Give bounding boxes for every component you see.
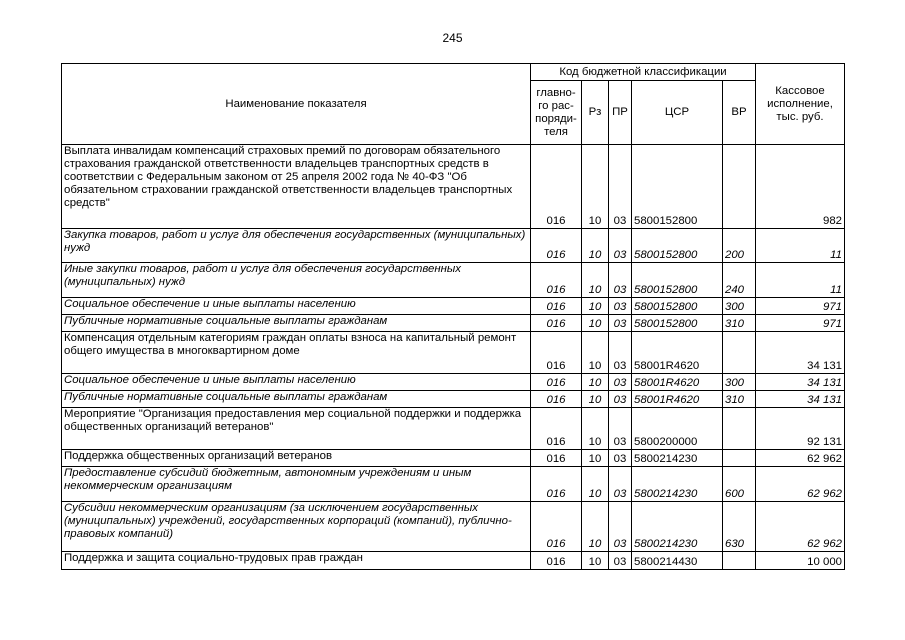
row-vr-code: 600 — [723, 467, 756, 502]
header-budget-classification: Код бюджетной классификации — [531, 64, 756, 81]
row-csr-code: 5800214230 — [632, 450, 723, 467]
table-body — [62, 145, 845, 570]
row-pr-code: 03 — [609, 502, 632, 552]
row-amount: 62 962 — [756, 467, 845, 502]
row-pr-code: 03 — [609, 467, 632, 502]
row-pr-code: 03 — [609, 391, 632, 408]
row-vr-code: 200 — [723, 229, 756, 263]
header-pr: ПР — [609, 81, 632, 145]
row-csr-code: 5800152800 — [632, 298, 723, 315]
header-glav-line-2: го рас- — [538, 99, 574, 112]
row-vr-code: 310 — [723, 391, 756, 408]
table-row — [62, 391, 845, 408]
row-name: Выплата инвалидам компенсаций страховых премий по договорам обязательного страхования гражданской ответственности владельцев транспортных средств в соответствии с Федеральным законом от 25 апреля 2002 года № 40-ФЗ "Об обязательном страховании гражданской ответственности владельцев транспортных средств" — [62, 145, 531, 229]
header-vr: ВР — [723, 81, 756, 145]
row-pr-code: 03 — [609, 263, 632, 298]
row-rz-code: 10 — [582, 408, 609, 450]
row-csr-code: 5800152800 — [632, 229, 723, 263]
row-amount: 62 962 — [756, 502, 845, 552]
header-cash-execution — [756, 64, 845, 145]
row-vr-code: 630 — [723, 502, 756, 552]
row-name: Публичные нормативные социальные выплаты гражданам — [62, 315, 531, 332]
header-name-column: Наименование показателя — [62, 64, 531, 145]
row-glav-code: 016 — [531, 467, 582, 502]
budget-table — [61, 63, 845, 570]
row-glav-code: 016 — [531, 298, 582, 315]
row-name: Закупка товаров, работ и услуг для обеспечения государственных (муниципальных) нужд — [62, 229, 531, 263]
table-row — [62, 298, 845, 315]
table-row — [62, 315, 845, 332]
page-number: 245 — [442, 31, 463, 45]
table-row — [62, 408, 845, 450]
table-row — [62, 229, 845, 263]
row-pr-code: 03 — [609, 332, 632, 374]
row-csr-code: 5800200000 — [632, 408, 723, 450]
row-amount: 11 — [756, 263, 845, 298]
table-row — [62, 145, 845, 229]
header-cash-line-3: тыс. руб. — [776, 110, 824, 123]
row-csr-code: 58001R4620 — [632, 391, 723, 408]
row-csr-code: 58001R4620 — [632, 374, 723, 391]
row-vr-code: 300 — [723, 374, 756, 391]
row-amount: 11 — [756, 229, 845, 263]
row-csr-code: 5800152800 — [632, 145, 723, 229]
table-row — [62, 552, 845, 570]
row-glav-code: 016 — [531, 315, 582, 332]
row-glav-code: 016 — [531, 391, 582, 408]
row-amount: 34 131 — [756, 332, 845, 374]
row-name: Поддержка общественных организаций ветеранов — [62, 450, 531, 467]
row-glav-code: 016 — [531, 408, 582, 450]
table-row — [62, 332, 845, 374]
row-pr-code: 03 — [609, 298, 632, 315]
row-glav-code: 016 — [531, 229, 582, 263]
row-amount: 34 131 — [756, 374, 845, 391]
row-vr-code — [723, 332, 756, 374]
table-row — [62, 467, 845, 502]
row-pr-code: 03 — [609, 408, 632, 450]
row-csr-code: 58001R4620 — [632, 332, 723, 374]
row-rz-code: 10 — [582, 502, 609, 552]
row-name: Социальное обеспечение и иные выплаты населению — [62, 298, 531, 315]
row-vr-code — [723, 408, 756, 450]
row-rz-code: 10 — [582, 229, 609, 263]
header-glav-line-1: главно- — [536, 86, 576, 99]
row-glav-code: 016 — [531, 374, 582, 391]
row-amount: 971 — [756, 298, 845, 315]
row-name: Социальное обеспечение и иные выплаты населению — [62, 374, 531, 391]
row-amount: 34 131 — [756, 391, 845, 408]
row-name: Компенсация отдельным категориям граждан оплаты взноса на капитальный ремонт общего имущества в многоквартирном доме — [62, 332, 531, 374]
row-rz-code: 10 — [582, 467, 609, 502]
row-name: Мероприятие "Организация предоставления мер социальной поддержки и поддержка общественных организаций ветеранов" — [62, 408, 531, 450]
row-amount: 92 131 — [756, 408, 845, 450]
header-cash-line-1: Кассовое — [775, 84, 825, 97]
row-rz-code: 10 — [582, 391, 609, 408]
row-vr-code: 240 — [723, 263, 756, 298]
row-glav-code: 016 — [531, 450, 582, 467]
row-vr-code — [723, 552, 756, 570]
row-name: Предоставление субсидий бюджетным, автономным учреждениям и иным некоммерческим организациям — [62, 467, 531, 502]
row-vr-code — [723, 145, 756, 229]
row-pr-code: 03 — [609, 450, 632, 467]
row-vr-code: 310 — [723, 315, 756, 332]
row-pr-code: 03 — [609, 374, 632, 391]
row-csr-code: 5800214230 — [632, 467, 723, 502]
row-pr-code: 03 — [609, 315, 632, 332]
row-name: Субсидии некоммерческим организациям (за исключением государственных (муниципальных) учреждений, государственных корпораций (компаний), публично-правовых компаний) — [62, 502, 531, 552]
row-glav-code: 016 — [531, 552, 582, 570]
row-amount: 982 — [756, 145, 845, 229]
row-csr-code: 5800152800 — [632, 263, 723, 298]
table-row — [62, 502, 845, 552]
header-glav-line-3: поряди- — [535, 112, 577, 125]
row-rz-code: 10 — [582, 552, 609, 570]
row-amount: 10 000 — [756, 552, 845, 570]
header-csr: ЦСР — [632, 81, 723, 145]
row-glav-code: 016 — [531, 263, 582, 298]
row-amount: 971 — [756, 315, 845, 332]
row-glav-code: 016 — [531, 502, 582, 552]
header-cash-line-2: исполнение, — [767, 97, 833, 110]
row-rz-code: 10 — [582, 332, 609, 374]
row-pr-code: 03 — [609, 229, 632, 263]
row-vr-code — [723, 450, 756, 467]
row-rz-code: 10 — [582, 450, 609, 467]
row-vr-code: 300 — [723, 298, 756, 315]
header-chief-administrator — [531, 81, 582, 145]
row-rz-code: 10 — [582, 263, 609, 298]
header-glav-line-4: теля — [544, 125, 568, 138]
table-row — [62, 374, 845, 391]
row-pr-code: 03 — [609, 552, 632, 570]
table-row — [62, 263, 845, 298]
row-glav-code: 016 — [531, 145, 582, 229]
table-row — [62, 450, 845, 467]
row-csr-code: 5800214230 — [632, 502, 723, 552]
row-csr-code: 5800214430 — [632, 552, 723, 570]
row-rz-code: 10 — [582, 145, 609, 229]
row-pr-code: 03 — [609, 145, 632, 229]
row-name: Публичные нормативные социальные выплаты гражданам — [62, 391, 531, 408]
row-name: Поддержка и защита социально-трудовых прав граждан — [62, 552, 531, 570]
row-name: Иные закупки товаров, работ и услуг для обеспечения государственных (муниципальных) нужд — [62, 263, 531, 298]
row-glav-code: 016 — [531, 332, 582, 374]
row-rz-code: 10 — [582, 315, 609, 332]
header-rz: Рз — [582, 81, 609, 145]
row-rz-code: 10 — [582, 298, 609, 315]
row-csr-code: 5800152800 — [632, 315, 723, 332]
row-rz-code: 10 — [582, 374, 609, 391]
row-amount: 62 962 — [756, 450, 845, 467]
